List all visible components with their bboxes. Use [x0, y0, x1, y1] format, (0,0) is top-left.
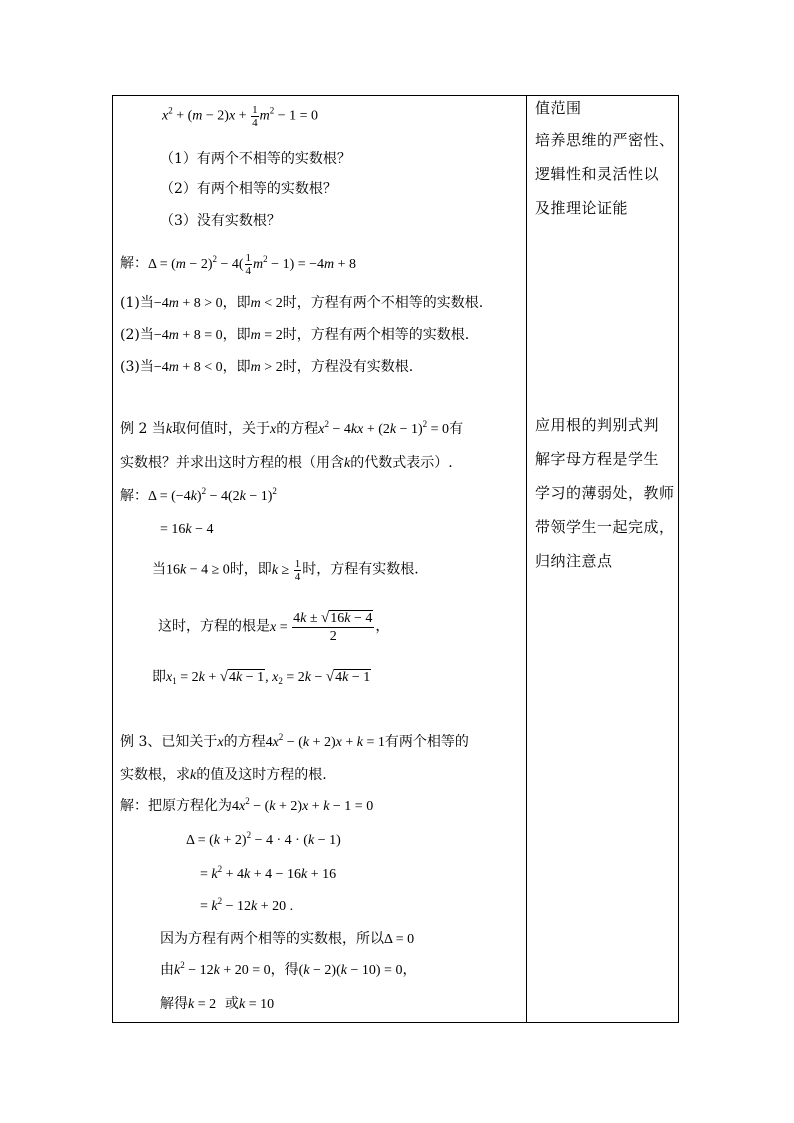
example3-statement-line2: 实数根，求k的值及这时方程的根. — [120, 767, 327, 783]
solution3-delta: $\Delta = (k + 2)^2 - 4 \cdot 4 \cdot (k - 1)$ — [186, 830, 341, 848]
case-2: (2)当−4m + 8 = 0，即m = 2时，方程有两个相等的实数根. — [120, 327, 470, 343]
solution-label: 解： — [120, 255, 148, 272]
solution3-result: 解得k = 2 或k = 10 — [160, 996, 275, 1012]
solution1-line: 解：$\Delta = (m - 2)^2 - 4$( $\frac{1}{4}$ $m^2 - 1) = -4m + 8$ — [120, 252, 357, 277]
question-3: （3）没有实数根？ — [160, 213, 281, 229]
teaching-note-1: 值范围 培养思维的严密性、 逻辑性和灵活性以 及推理论证能 — [535, 99, 675, 217]
example2-statement-line1: 例 2 当k取何值时，关于x的方程$x^2 - 4kx + (2k - 1)^2 = 0$有 — [120, 419, 464, 437]
question-2: （2）有两个相等的实数根？ — [160, 181, 337, 197]
solution2-condition: 当16k − 4 ≥ 0时，即k ≥ $\frac{1}{4}$ 时，方程有实数根. — [152, 558, 419, 583]
solution3-because: 因为方程有两个相等的实数根，所以Δ = 0 — [160, 931, 415, 947]
example1-equation: $x^2 + (m - 2)x$ + $\frac{1}{4}$ $m^2 - 1 = 0$ — [162, 104, 319, 129]
solution3-simplified: = $k^2 - 12k + 20$ . — [200, 896, 294, 914]
case-1: (1)当−4m + 8 > 0，即m < 2时，方程有两个不相等的实数根. — [120, 295, 484, 311]
example2-statement-line2: 实数根？并求出这时方程的根（用含k的代数式表示）. — [120, 455, 453, 471]
solution3-line1: 解：把原方程化为$4x^2 - (k + 2)x + k - 1 = 0$ — [120, 796, 374, 814]
question-1: （1）有两个不相等的实数根？ — [160, 151, 351, 167]
case-3: (3)当−4m + 8 < 0，即m > 2时，方程没有实数根. — [120, 359, 414, 375]
solution2-line2: = 16k − 4 — [160, 522, 214, 537]
solution2-root-formula: 这时，方程的根是x = $\frac{4k \pm √16k - 4}{2}$ ， — [158, 610, 390, 644]
solution3-factor: 由$k^2 - 12k + 20 = 0$，得(k − 2)(k − 10) = 0， — [160, 960, 417, 978]
column-divider — [526, 95, 527, 1023]
teaching-note-2: 应用根的判别式判 解字母方程是学生 学习的薄弱处，教师 带领学生一起完成， 归纳注意点 — [535, 416, 675, 570]
solution2-line1: 解：$\Delta = (-4k)^2 - 4(2k - 1)^2$ — [120, 486, 277, 504]
solution3-expand: = $k^2 + 4k + 4 - 16k + 16$ — [200, 864, 337, 882]
solution2-roots: 即$x_1 = 2k + √4k - 1$, $x_2 = 2k - √4k - 1$ — [152, 669, 371, 686]
example3-statement-line1: 例 3、已知关于x的方程$4x^2 - (k + 2)x + k = 1$有两个相等的 — [120, 732, 469, 750]
